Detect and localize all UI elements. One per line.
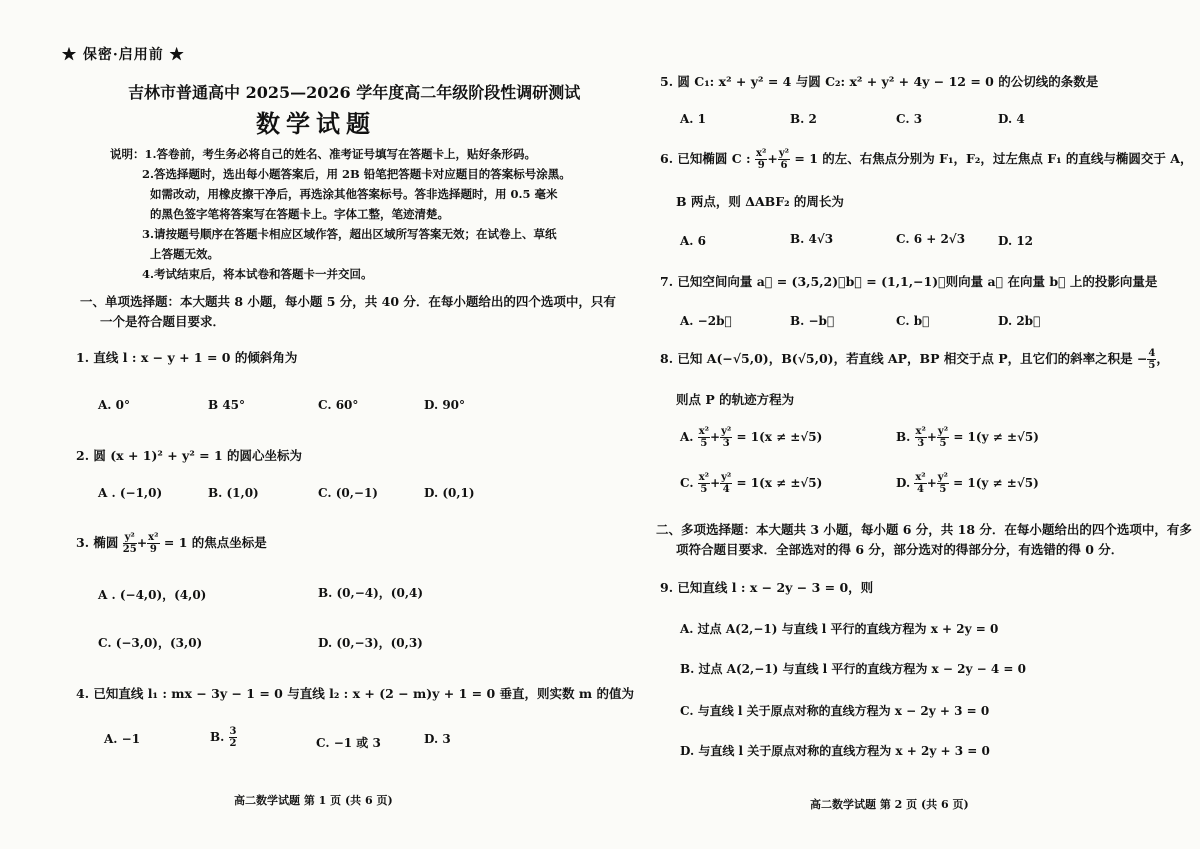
question-1-option-c: C. 60° [318, 398, 359, 412]
option-fraction-2 [937, 426, 949, 449]
question-6-stem-line-2: B 两点，则 ΔABF₂ 的周长为 [676, 194, 844, 209]
question-3-option-a: A . (−4,0)，(4,0) [98, 588, 207, 602]
question-5-option-c: C. 3 [896, 112, 923, 126]
fraction-numerator: y² [124, 532, 135, 543]
question-6-prefix: 6. 已知椭圆 C : [660, 151, 751, 166]
section-2-heading: 二、多项选择题：本大题共 3 小题，每小题 6 分，共 18 分．在每小题给出的四个选项中，有多 [656, 522, 1192, 537]
question-3-suffix: = 1 的焦点坐标是 [163, 535, 267, 550]
fraction-denominator: 3 [722, 438, 730, 449]
question-7-stem: 7. 已知空间向量 a⃗ = (3,5,2)，b⃗ = (1,1,−1)，则向量 a⃗ 在向量 b⃗ 上的投影向量是 [660, 274, 1158, 289]
question-4-option-a: A. −1 [104, 732, 141, 746]
question-5-option-b: B. 2 [790, 112, 817, 126]
instruction-line-6: 上答题无效。 [150, 247, 219, 261]
fraction-denominator: 4 [917, 484, 924, 495]
question-7-option-b: B. −b⃗ [790, 314, 835, 328]
question-9-option-c: C. 与直线 l 关于原点对称的直线方程为 x − 2y + 3 = 0 [680, 704, 990, 718]
instruction-line-2: 2.答选择题时，选出每小题答案后，用 2B 铅笔把答题卡对应题目的答案标号涂黑。 [142, 167, 571, 181]
question-6-fraction-1 [755, 148, 767, 171]
question-1-stem: 1. 直线 l : x − y + 1 = 0 的倾斜角为 [76, 350, 298, 365]
fraction-numerator: y² [937, 426, 949, 437]
question-6-suffix: = 1 的左、右焦点分别为 F₁，F₂，过左焦点 F₁ 的直线与椭圆交于 A， [794, 151, 1193, 166]
option-fraction-2 [720, 426, 732, 449]
option-tail: = 1(y ≠ ±√5) [953, 476, 1039, 490]
question-1-option-d: D. 90° [424, 398, 466, 412]
option-fraction-1 [698, 426, 710, 449]
question-6-fraction-2 [778, 148, 790, 171]
question-8-stem [660, 348, 1169, 371]
question-6-option-d: D. 12 [998, 234, 1034, 248]
question-3-fraction-2 [147, 532, 159, 555]
option-tail: = 1(x ≠ ±√5) [736, 476, 823, 490]
fraction-denominator: 25 [122, 544, 137, 555]
fraction-denominator: 2 [229, 738, 237, 749]
fraction-numerator: x² [756, 148, 767, 159]
question-3-option-c: C. (−3,0)，(3,0) [98, 636, 203, 650]
question-6-option-c: C. 6 + 2√3 [896, 232, 966, 246]
question-8-option-d: D. $\frac{\text{x²}}{4}$ + $\frac{\text{y²}}{5}$ = 1(y ≠ ±√5) [896, 472, 1039, 495]
question-2-stem: 2. 圆 (x + 1)² + y² = 1 的圆心坐标为 [76, 448, 303, 463]
exam-page-2 [600, 0, 1200, 849]
instruction-line-5: 3.请按题号顺序在答题卡相应区域作答，超出区域所写答案无效；在试卷上、草纸 [142, 227, 557, 241]
fraction-numerator: x² [915, 426, 926, 437]
question-5-stem: 5. 圆 C₁: x² + y² = 4 与圆 C₂: x² + y² + 4y − 12 = 0 的公切线的条数是 [660, 74, 1099, 89]
instruction-line-1: 说明：1.答卷前，考生务必将自己的姓名、准考证号填写在答题卡上，贴好条形码。 [110, 147, 537, 161]
question-2-option-a: A . (−1,0) [98, 486, 163, 500]
option-fraction-1 [698, 472, 710, 495]
question-3-prefix: 3. 椭圆 [76, 535, 119, 550]
question-5-option-a: A. 1 [680, 112, 707, 126]
section-1-heading: 一、单项选择题：本大题共 8 小题，每小题 5 分，共 40 分．在每小题给出的四个选项中，只有 [80, 294, 616, 309]
option-tail: = 1(y ≠ ±√5) [953, 430, 1039, 444]
option-label: B. [896, 430, 911, 444]
section-1-heading-cont: 一个是符合题目要求． [100, 314, 226, 329]
fraction-numerator: x² [698, 426, 710, 437]
page-1-footer: 高二数学试题 第 1 页 (共 6 页) [234, 794, 393, 807]
fraction-denominator: 9 [757, 160, 765, 171]
fraction-denominator: 5 [700, 438, 708, 449]
section-2-heading-cont: 项符合题目要求．全部选对的得 6 分，部分选对的得部分分，有选错的得 0 分． [676, 542, 1124, 557]
question-7-option-d: D. 2b⃗ [998, 314, 1041, 328]
question-2-option-d: D. (0,1) [424, 486, 475, 500]
question-3-stem: 3. 椭圆 $\frac{\text{y²}}{25}$ + $\frac{\text{x²}}{9}$ = 1 的焦点坐标是 [76, 532, 267, 555]
option-fraction-2 [720, 472, 732, 495]
fraction-numerator: y² [721, 426, 732, 437]
question-8-option-a: A. $\frac{\text{x²}}{5}$ + $\frac{\text{y²}}{3}$ = 1(x ≠ ±√5) [680, 426, 823, 449]
question-9-stem: 9. 已知直线 l : x − 2y − 3 = 0，则 [660, 580, 874, 595]
fraction-denominator: 9 [149, 544, 157, 555]
option-label: C. [680, 476, 694, 490]
instruction-line-3: 如需改动，用橡皮擦干净后，再选涂其他答案标号。答非选择题时，用 0.5 毫米 [150, 187, 558, 201]
question-7-option-c: C. b⃗ [896, 314, 930, 328]
fraction-denominator: 6 [780, 160, 788, 171]
question-1-option-a: A. 0° [98, 398, 131, 412]
question-8-option-c: C. $\frac{\text{x²}}{5}$ + $\frac{\text{y²}}{4}$ = 1(x ≠ ±√5) [680, 472, 823, 495]
fraction-denominator: 5 [939, 438, 947, 449]
instruction-line-4: 的黑色签字笔将答案写在答题卡上。字体工整，笔迹清楚。 [150, 207, 449, 221]
option-fraction-1 [914, 472, 926, 495]
question-5-option-d: D. 4 [998, 112, 1025, 126]
option-label: D. [896, 476, 911, 490]
fraction-numerator: x² [915, 472, 926, 483]
question-8-option-b: B. $\frac{\text{x²}}{3}$ + $\frac{\text{y²}}{5}$ = 1(y ≠ ±√5) [896, 426, 1039, 449]
question-3-fraction-1 [123, 532, 137, 555]
question-9-option-d: D. 与直线 l 关于原点对称的直线方程为 x + 2y + 3 = 0 [680, 744, 990, 758]
fraction-denominator: 5 [700, 484, 708, 495]
question-3-option-d: D. (0,−3)，(0,3) [318, 636, 423, 650]
fraction-denominator: 3 [917, 438, 925, 449]
question-8-stem-line-2: 则点 P 的轨迹方程为 [676, 392, 795, 407]
question-6-stem: 6. 已知椭圆 C : $\frac{\text{x²}}{9}$ + $\frac{\text{y²}}{6}$ = 1 的左、右焦点分别为 F₁，F₂，过左焦点 F₁ 的直线与椭圆交于 A， [660, 148, 1193, 171]
fraction-denominator: 5 [939, 484, 947, 495]
question-4-option-d: D. 3 [424, 732, 451, 746]
question-2-option-b: B. (1,0) [208, 486, 259, 500]
fraction-denominator: 5 [1148, 360, 1156, 371]
fraction-numerator: 4 [1148, 348, 1156, 359]
question-9-option-b: B. 过点 A(2,−1) 与直线 l 平行的直线方程为 x − 2y − 4 = 0 [680, 662, 1026, 676]
fraction-numerator: y² [778, 148, 790, 159]
instruction-line-7: 4.考试结束后，将本试卷和答题卡一并交回。 [142, 267, 373, 281]
question-2-option-c: C. (0,−1) [318, 486, 378, 500]
question-6-option-a: A. 6 [680, 234, 707, 248]
option-b-label: B. [210, 730, 225, 744]
option-fraction-1 [915, 426, 927, 449]
fraction-numerator: y² [937, 472, 948, 483]
option-label: A. [680, 430, 694, 444]
question-1-option-b: B 45° [208, 398, 246, 412]
fraction-numerator: x² [698, 472, 710, 483]
exam-title-line: 吉林市普通高中 2025—2026 学年度高二年级阶段性调研测试 [128, 83, 581, 102]
option-b-fraction [229, 726, 238, 749]
fraction-numerator: 3 [229, 726, 237, 737]
question-7-option-a: A. −2b⃗ [680, 314, 732, 328]
question-8-suffix: ， [1156, 351, 1169, 366]
question-3-option-b: B. (0,−4)，(0,4) [318, 586, 424, 600]
question-4-option-c: C. −1 或 3 [316, 736, 381, 750]
question-9-option-a: A. 过点 A(2,−1) 与直线 l 平行的直线方程为 x + 2y = 0 [680, 622, 999, 636]
question-4-option-b [210, 726, 237, 749]
option-tail: = 1(x ≠ ±√5) [736, 430, 823, 444]
fraction-numerator: y² [721, 472, 732, 483]
question-8-prefix: 8. 已知 A(−√5,0)，B(√5,0)，若直线 AP，BP 相交于点 P，且它们的斜率之积是 − [660, 351, 1148, 366]
question-6-option-b: B. 4√3 [790, 232, 834, 246]
confidential-mark: ★ 保密·启用前 ★ [62, 47, 185, 63]
fraction-denominator: 4 [722, 484, 730, 495]
exam-main-title: 数学试题 [256, 109, 376, 138]
option-fraction-2 [937, 472, 949, 495]
page-2-footer: 高二数学试题 第 2 页 (共 6 页) [810, 798, 969, 811]
fraction-numerator: x² [148, 532, 159, 543]
question-4-stem: 4. 已知直线 l₁ : mx − 3y − 1 = 0 与直线 l₂ : x + (2 − m)y + 1 = 0 垂直，则实数 m 的值为 [76, 686, 634, 701]
